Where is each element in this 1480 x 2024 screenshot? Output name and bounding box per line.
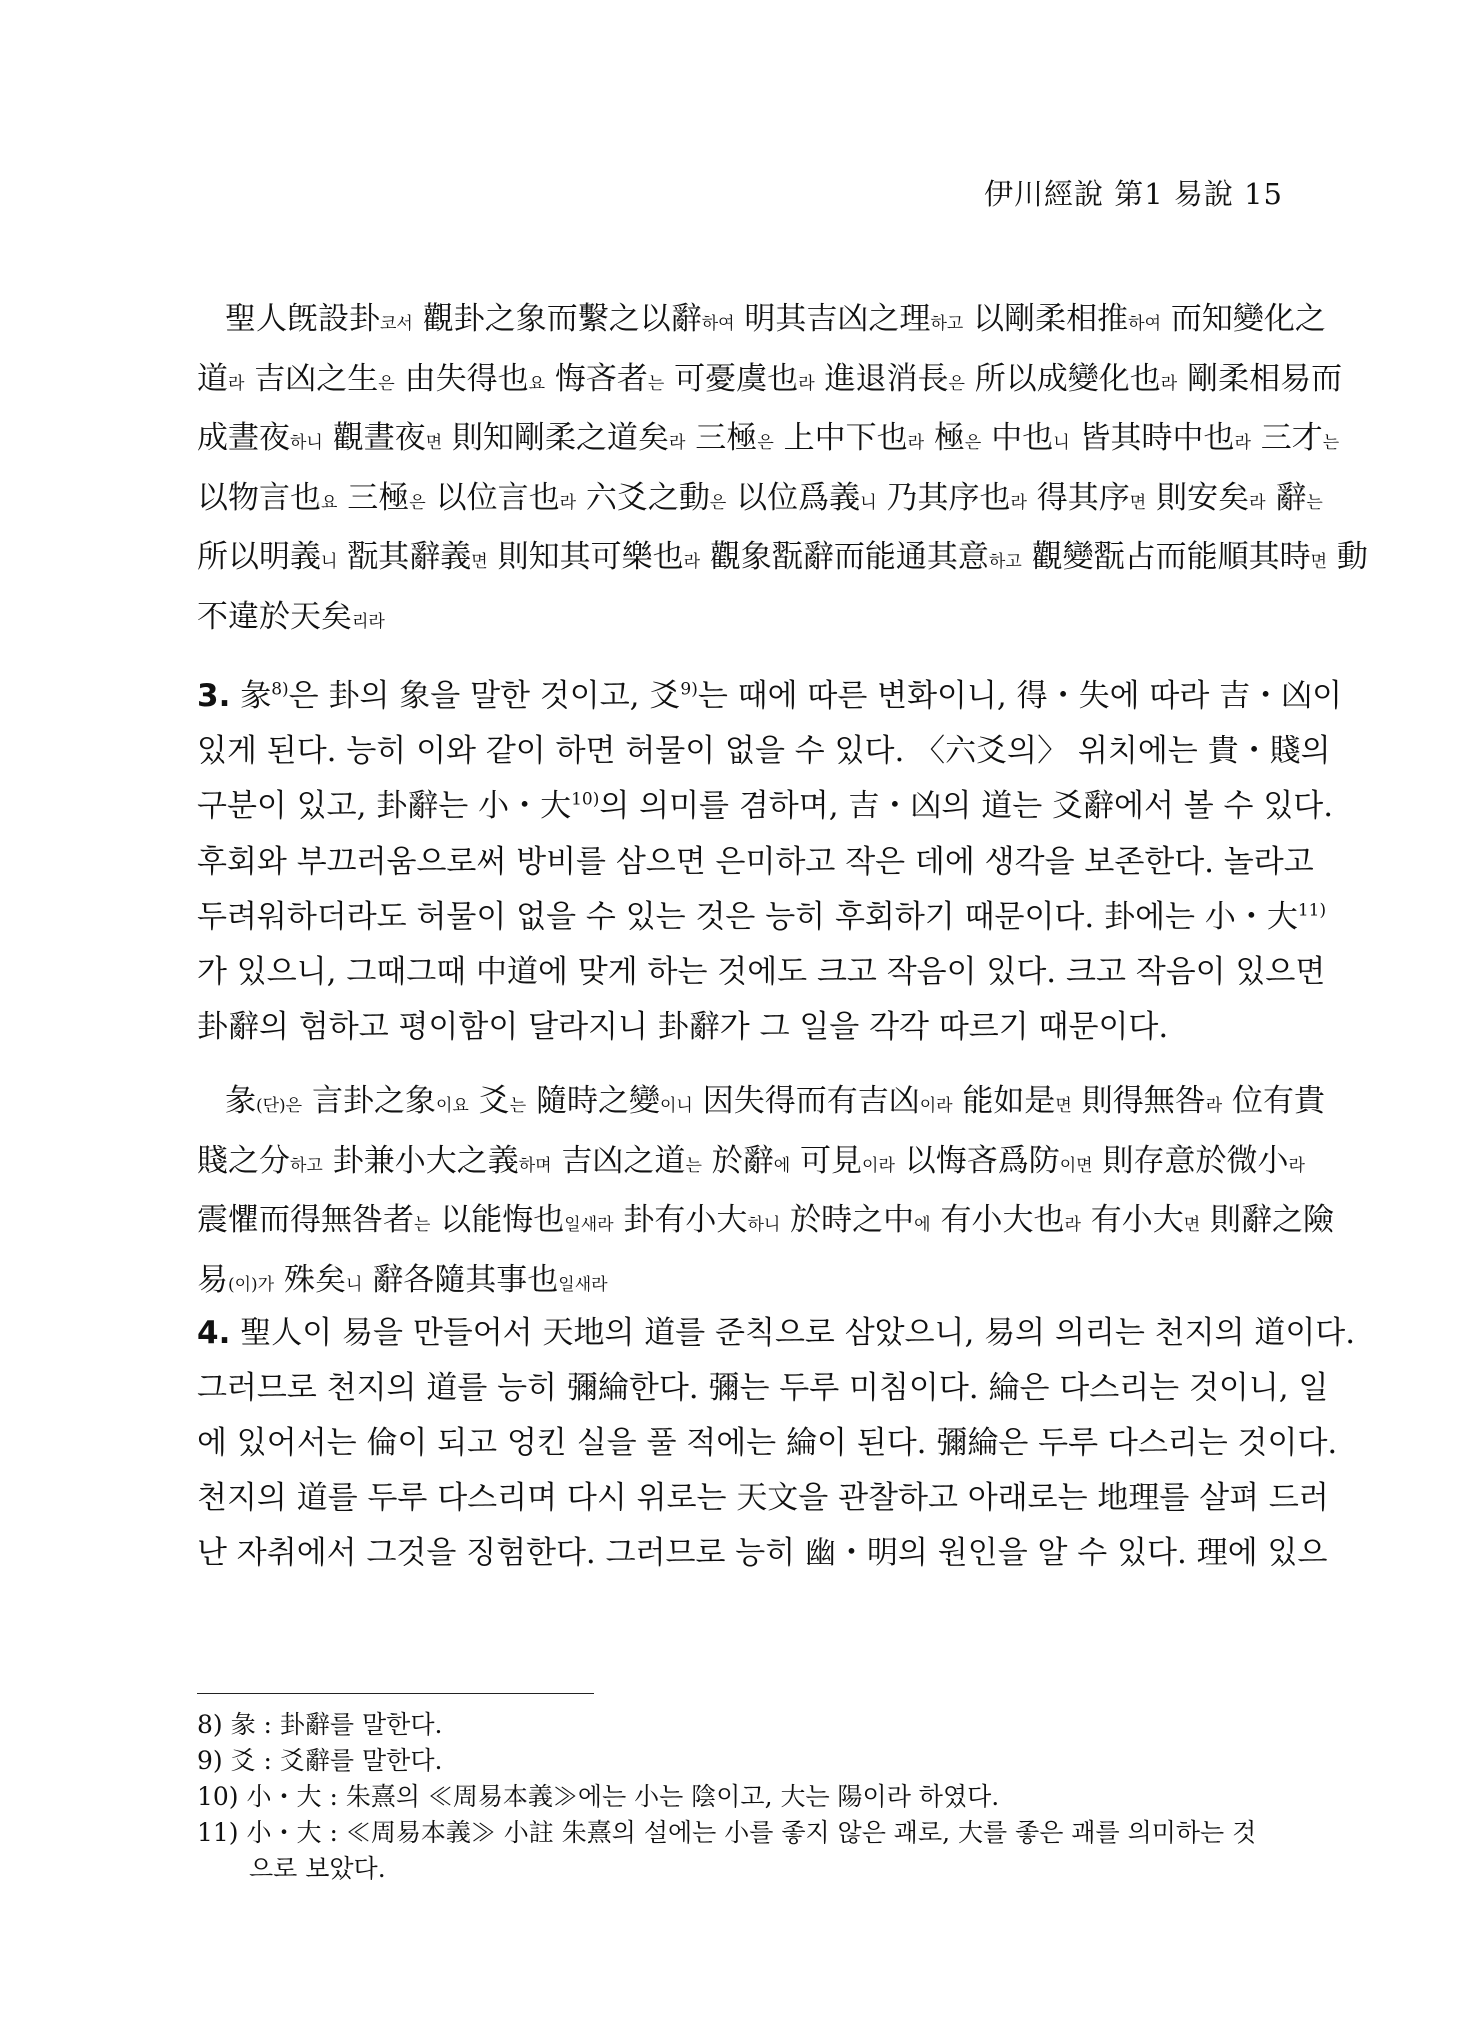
- hangul-particle: 는: [1306, 492, 1323, 513]
- hangul-particle: 면: [1183, 1215, 1201, 1235]
- hangul-particle: 하며: [518, 1155, 552, 1176]
- text-run: 乃其序也: [876, 479, 1011, 516]
- text-line: [197, 292, 1326, 352]
- text-run: 剛柔相易而: [1177, 360, 1343, 397]
- text-run: 於辭: [701, 1142, 774, 1179]
- text-line: [197, 1193, 1335, 1253]
- text-run: 殊矣: [274, 1261, 346, 1298]
- hangul-particle: 라: [1160, 373, 1178, 394]
- text-line: [197, 1000, 1285, 1055]
- text-run: 辭各隨其事也: [362, 1261, 559, 1298]
- text-run: 以能悔也: [430, 1202, 565, 1238]
- hangul-particle: 면: [471, 552, 488, 572]
- hangul-particle: 라: [1249, 492, 1266, 513]
- text-run: 則安矣: [1146, 479, 1250, 516]
- text-run: 則知其可樂也: [487, 539, 684, 575]
- text-line: [197, 1361, 1329, 1416]
- hangul-particle: (이)가: [228, 1274, 275, 1295]
- text-line: [197, 352, 1343, 412]
- text-run: 可憂虞也: [664, 360, 799, 397]
- text-run: 隨時之變: [526, 1083, 660, 1119]
- text-run: 聖人旣設卦: [225, 301, 380, 337]
- text-run: 皆其時中也: [1069, 420, 1235, 456]
- running-head: 伊川經說 第1 易說 15: [983, 177, 1283, 211]
- text-run: 있게 된다. 능히 이와 같이 하면 허물이 없을 수 있다. 〈六爻의〉 위치에는 貴・賤의: [197, 733, 1331, 770]
- hangul-particle: 하고: [988, 552, 1022, 572]
- text-run: 所以成變化也: [964, 360, 1161, 397]
- hangul-particle: 면: [1310, 552, 1328, 572]
- text-run: 三極: [685, 420, 758, 456]
- text-line: [197, 779, 1334, 834]
- hangul-particle: 면: [1129, 492, 1147, 513]
- hangul-particle: 이니: [659, 1096, 693, 1116]
- text-run: 所以明義: [197, 539, 321, 575]
- text-run: 能如是: [952, 1083, 1056, 1119]
- text-line: [197, 471, 1323, 531]
- hangul-particle: 이라: [862, 1155, 895, 1176]
- text-run: 不違於天矣: [197, 598, 352, 635]
- text-run: 震懼而得無咎者: [197, 1202, 414, 1238]
- text-run: 動: [1327, 539, 1368, 575]
- text-run: 六爻之動: [576, 479, 710, 516]
- text-run: 有小大也: [930, 1202, 1065, 1238]
- footnotes: [197, 1707, 1285, 1887]
- text-line: [197, 835, 1314, 890]
- text-line: [197, 945, 1326, 1000]
- text-run: 爻: [468, 1083, 510, 1119]
- text-run: 그러므로 천지의 道를 능히 彌綸한다. 彌는 두루 미침이다. 綸은 다스리는 것이니, 일: [197, 1370, 1329, 1406]
- text-run: 吉凶之生: [244, 360, 379, 397]
- footnote-11-continuation: 으로 보았다.: [249, 1854, 386, 1883]
- text-run: 두려워하더라도 허물이 없을 수 있는 것은 능히 후회하기 때문이다. 卦에는 小・大: [197, 898, 1298, 935]
- text-run: 悔吝者: [545, 360, 648, 397]
- text-run: 成晝夜: [197, 420, 290, 456]
- text-run: 則知剛柔之道矣: [442, 420, 670, 456]
- text-run: 에 있어서는 倫이 되고 엉킨 실을 풀 적에는 綸이 된다. 彌綸은 두루 다스리는 것이다.: [197, 1425, 1338, 1461]
- text-run: 은 卦의 象을 말한 것이고, 爻: [288, 678, 681, 714]
- hangul-particle: 은: [709, 492, 727, 513]
- hangul-particle: 하고: [930, 314, 964, 334]
- footnote-11: 11) 小・大 : ≪周易本義≫ 小註 朱熹의 설에는 小를 좋지 않은 괘로, 大를 좋은 괘를 의미하는 것: [197, 1818, 1257, 1847]
- text-run: 以位言也: [425, 479, 560, 516]
- text-run: 구분이 있고, 卦辭는 小・大: [197, 788, 572, 825]
- hangul-particle: 는: [414, 1215, 431, 1235]
- text-line: [197, 1416, 1338, 1471]
- text-run: 卦兼小大之義: [322, 1142, 519, 1179]
- text-run: 彖: [230, 678, 272, 714]
- hangul-particle: 이면: [1059, 1155, 1093, 1176]
- text-run: 의 의미를 겸하며, 吉・凶의 道는 爻辭에서 볼 수 있다.: [599, 788, 1334, 825]
- hangul-particle: 이라: [919, 1096, 953, 1116]
- text-run: 於時之中: [780, 1202, 915, 1238]
- text-line: [197, 411, 1340, 471]
- text-run: 가 있으니, 그때그때 中道에 맞게 하는 것에도 크고 작음이 있다. 크고 작음이 있으면: [197, 954, 1326, 991]
- text-run: 吉凶之道: [551, 1142, 686, 1179]
- text-run: 極: [924, 420, 965, 456]
- text-run: 明其吉凶之理: [734, 301, 931, 337]
- text-run: 由失得也: [394, 360, 529, 397]
- hangul-particle: 는: [685, 1155, 702, 1176]
- text-run: 而知變化之: [1161, 301, 1326, 337]
- hangul-particle: 라: [1010, 492, 1027, 513]
- hangul-particle: 에: [773, 1155, 791, 1176]
- text-run: 有小大: [1080, 1202, 1184, 1238]
- text-run: 則得無咎: [1071, 1083, 1206, 1119]
- footnote-10: 10) 小・大 : 朱熹의 ≪周易本義≫에는 小는 陰이고, 大는 陽이라 하였다.: [197, 1782, 1000, 1811]
- hangul-particle: 은: [948, 373, 965, 394]
- footnote-8: 8) 彖 : 卦辭를 말한다.: [197, 1710, 443, 1739]
- text-run: 후회와 부끄러움으로써 방비를 삼으면 은미하고 작은 데에 생각을 보존한다. 놀라고: [197, 843, 1314, 880]
- hangul-particle: 면: [1055, 1096, 1072, 1116]
- hangul-particle: 는: [509, 1096, 527, 1116]
- text-run: 以悔吝爲防: [894, 1142, 1060, 1179]
- text-run: 言卦之象: [302, 1083, 436, 1119]
- text-line: [197, 1526, 1328, 1581]
- hangul-particle: 라: [798, 373, 815, 394]
- hangul-particle: 하니: [747, 1215, 781, 1235]
- paragraph-classical-3: [197, 1074, 1335, 1312]
- hangul-particle: 라: [1205, 1096, 1223, 1116]
- text-line: [197, 1471, 1329, 1526]
- hangul-particle: 하여: [1128, 314, 1162, 334]
- hangul-particle: 라: [559, 492, 577, 513]
- text-run: 觀變翫占而能順其時: [1021, 539, 1311, 575]
- footnote-ref: 9): [680, 679, 698, 700]
- text-run: 以物言也: [197, 479, 321, 516]
- text-line: [197, 890, 1327, 945]
- text-run: 因失得而有吉凶: [692, 1083, 920, 1119]
- hangul-particle: 라: [669, 433, 686, 453]
- text-line: [197, 590, 1285, 650]
- hangul-particle: 일새라: [558, 1274, 608, 1295]
- hangul-particle: 니: [1053, 433, 1070, 453]
- text-line: [197, 1074, 1326, 1134]
- hangul-particle: 는: [1322, 433, 1340, 453]
- text-run: 辭: [1265, 479, 1307, 516]
- hangul-particle: 는: [647, 373, 665, 394]
- text-run: 觀卦之象而繫之以辭: [412, 301, 702, 337]
- hangul-particle: 일새라: [564, 1215, 614, 1235]
- text-run: 난 자취에서 그것을 징험한다. 그러므로 능히 幽・明의 원인을 알 수 있다. 理에 있으: [197, 1535, 1328, 1571]
- hangul-particle: 라: [1234, 433, 1251, 453]
- text-run: 觀象翫辭而能通其意: [700, 539, 989, 575]
- text-line: [197, 724, 1331, 779]
- footnote-divider: [197, 1693, 594, 1694]
- hangul-particle: 라: [228, 373, 245, 394]
- section-number: 3.: [197, 678, 231, 714]
- hangul-particle: 라: [1064, 1215, 1081, 1235]
- text-line: [197, 1306, 1356, 1361]
- text-run: 易: [197, 1261, 228, 1298]
- hangul-particle: 니: [345, 1274, 363, 1295]
- text-run: 천지의 道를 두루 다스리며 다시 위로는 天文을 관찰하고 아래로는 地理를 살펴 드러: [197, 1480, 1329, 1516]
- hangul-particle: 라: [683, 552, 701, 572]
- text-run: 以剛柔相推: [963, 301, 1129, 337]
- section-number: 4.: [197, 1315, 231, 1351]
- hangul-particle: 은: [964, 433, 982, 453]
- hangul-particle: 은: [757, 433, 774, 453]
- hangul-particle: 요: [528, 373, 546, 394]
- hangul-particle: 은: [409, 492, 426, 513]
- text-run: 道: [197, 360, 228, 397]
- hangul-particle: 라: [1288, 1155, 1305, 1176]
- footnote-ref: 8): [271, 679, 289, 700]
- hangul-particle: 코서: [380, 314, 413, 334]
- footnote-ref: 10): [571, 790, 600, 811]
- text-line: [197, 1134, 1305, 1194]
- hangul-particle: 요: [321, 492, 338, 513]
- text-run: 觀晝夜: [322, 420, 426, 456]
- text-run: 는 때에 따른 변화이니, 得・失에 따라 吉・凶이: [697, 678, 1343, 714]
- footnote-ref: 11): [1297, 900, 1327, 921]
- hangul-particle: 라: [907, 433, 925, 453]
- hangul-particle: 하니: [290, 433, 323, 453]
- text-run: 卦辭의 험하고 평이함이 달라지니 卦辭가 그 일을 각각 따르기 때문이다.: [197, 1009, 1169, 1046]
- text-run: 三極: [337, 479, 410, 516]
- hangul-particle: 에: [914, 1215, 931, 1235]
- text-run: 位有貴: [1222, 1083, 1326, 1119]
- hangul-particle: 리라: [352, 611, 385, 632]
- text-run: 卦有小大: [613, 1202, 748, 1238]
- text-run: 進退消長: [814, 360, 949, 397]
- hangul-particle: 니: [860, 492, 877, 513]
- text-run: 翫其辭義: [337, 539, 472, 575]
- text-run: 聖人이 易을 만들어서 天地의 道를 준칙으로 삼았으니, 易의 의리는 천지의 道이다.: [230, 1315, 1356, 1351]
- text-run: 得其序: [1026, 479, 1130, 516]
- footnote-9: 9) 爻 : 爻辭를 말한다.: [197, 1746, 443, 1775]
- text-run: 賤之分: [197, 1142, 290, 1179]
- hangul-particle: 하여: [701, 314, 735, 334]
- text-run: 上中下也: [773, 420, 908, 456]
- text-run: 則存意於微小: [1092, 1142, 1289, 1179]
- text-run: 以位爲義: [726, 479, 861, 516]
- hangul-particle: 하고: [290, 1155, 323, 1176]
- hangul-particle: 은: [378, 373, 395, 394]
- text-run: 彖: [225, 1083, 256, 1119]
- text-run: 中也: [981, 420, 1054, 456]
- paragraph-classical-1: [197, 292, 1368, 649]
- text-run: 三才: [1250, 420, 1323, 456]
- hangul-particle: 니: [321, 552, 338, 572]
- paragraph-translation-3: [197, 669, 1343, 1055]
- hangul-particle: 이요: [435, 1096, 469, 1116]
- text-run: 則辭之險: [1200, 1202, 1335, 1238]
- paragraph-translation-4: [197, 1306, 1356, 1581]
- hangul-particle: 면: [425, 433, 443, 453]
- text-line: [197, 530, 1368, 590]
- text-run: 可見: [790, 1142, 863, 1179]
- text-line: [197, 669, 1343, 724]
- hangul-particle: (단)은: [256, 1096, 303, 1116]
- text-line: [197, 1253, 1285, 1313]
